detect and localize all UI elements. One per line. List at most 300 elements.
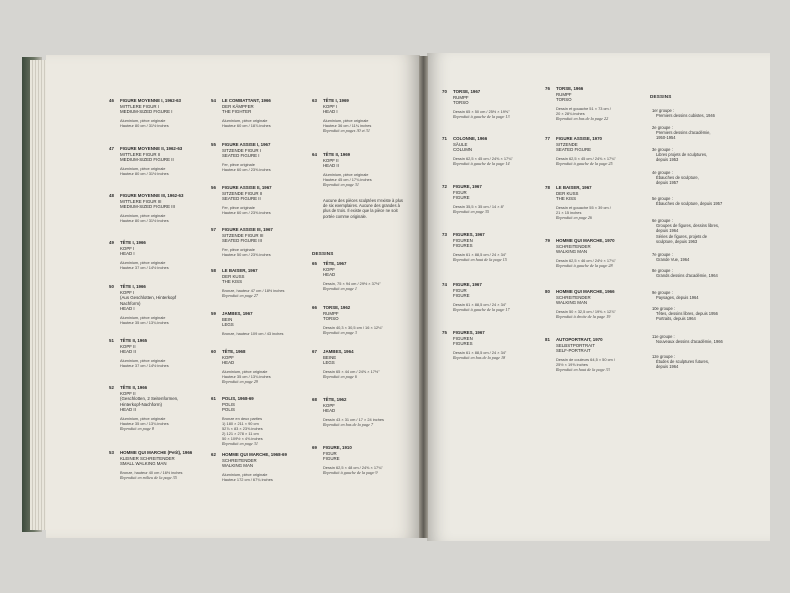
entry-number: 78 — [545, 185, 550, 190]
entry-detail: Dessin 65 × 50 cm / 25½ × 19⅝" — [453, 108, 510, 114]
entry-reproduction-note: Reproduit en haut de la page 15 — [453, 256, 507, 262]
entry-title-line: FIGUREN — [453, 237, 473, 243]
entry-title-line: BEINE — [323, 354, 337, 360]
entry-title-line: HEAD — [323, 272, 336, 278]
entry-number: 50 — [109, 284, 114, 289]
entry-title-line: FIGURE, 1967 — [453, 282, 482, 287]
entry-detail: Hauteur 80 cm / 31½ inches — [120, 217, 169, 223]
entry-number: 60 — [211, 349, 216, 354]
entry-detail: Bronze, hauteur 109 cm / 43 inches — [222, 330, 284, 336]
drawing-group-text: Grande Vue, 1964 — [656, 257, 690, 263]
entry-title-line: TORSO — [556, 97, 572, 103]
drawing-group-text: Grands dessins d'académie, 1964 — [656, 273, 718, 279]
entry-title-line: MITTLERE FIGUR II — [120, 151, 161, 157]
entry-title-line: FIGURE MOYENNE I, 1962-63 — [120, 98, 181, 103]
entry-title-line: SITZENDE FIGUR I — [222, 147, 262, 153]
entry-title-line: KOPF II — [120, 343, 136, 349]
entry-title-line: FIGURES, 1967 — [453, 232, 485, 237]
entry-title-line: LE COMBATTANT, 1966 — [222, 98, 271, 103]
entry-title-line: THE FIGHTER — [222, 109, 252, 115]
entry-detail: Hauteur 50 cm / 23⅝ inches — [222, 251, 271, 257]
catalogue-entry — [211, 98, 271, 128]
catalogue-entry — [545, 289, 616, 319]
entry-title-line: THE KISS — [556, 196, 577, 202]
entry-reproduction-note: Reproduit en bas de la page 22 — [556, 115, 609, 121]
catalogue-entry — [211, 349, 271, 384]
entry-reproduction-note: Reproduit en page 6 — [323, 373, 357, 379]
entry-title-line: TÊTE II, 1966 — [120, 385, 148, 390]
entry-title-line: Hinterkopf-Nachform) — [120, 401, 162, 407]
drawing-group-label: 3e groupe : — [652, 147, 673, 152]
entry-reproduction-note: Reproduit à droite de la page 19 — [556, 313, 611, 319]
entry-title-line: SITZENDE — [556, 141, 578, 147]
entry-detail: Dessin de couleurs 64,5 × 50 cm / — [556, 356, 615, 362]
entry-title-line: HEAD — [323, 408, 336, 414]
entry-number: 71 — [442, 136, 447, 141]
entry-detail: 21 × 15 inches — [556, 209, 582, 215]
catalogue-entry — [312, 445, 383, 475]
entry-title-line: SCHREITENDER — [222, 457, 257, 463]
entry-title-line: LE BAISER, 1967 — [222, 268, 258, 273]
entry-title-line: MEDIUM-SIZED FIGURE I — [120, 109, 173, 115]
entry-title-line: FIGURE, 1910 — [323, 445, 352, 450]
catalogue-entry — [211, 185, 272, 215]
catalogue-entry — [545, 136, 616, 166]
entry-title-line: SEATED FIGURE I — [222, 153, 260, 159]
entry-detail: Bronze, hauteur 40 cm / 16½ inches — [120, 469, 183, 475]
drawing-group — [652, 354, 709, 370]
drawing-group-label: 10e groupe : — [652, 306, 675, 311]
entry-reproduction-note: Reproduit en pages 30 et 31 — [323, 127, 370, 133]
entry-title-line: HOMME QUI MARCHE (Petit), 1966 — [120, 450, 193, 455]
entry-detail: Dessin et gouache 51 × 73 cm / — [556, 105, 611, 111]
entry-title-line: TORSE, 1967 — [453, 89, 481, 94]
entry-title-line: KLEINER SCHREITENDER — [120, 455, 175, 461]
entry-number: 51 — [109, 338, 114, 343]
entry-title-line: KOPF I — [120, 245, 135, 251]
entry-detail: Aluminium, pièce originale — [120, 117, 166, 123]
entry-title-line: BEIN — [222, 316, 233, 322]
entry-title-line: HEAD II — [323, 163, 339, 169]
entry-reproduction-note: Reproduit en page 31 — [323, 181, 360, 187]
entry-number: 74 — [442, 282, 447, 287]
entry-reproduction-note: Reproduit en bas de la page 7 — [323, 421, 374, 427]
drawing-group — [652, 108, 715, 118]
entry-number: 79 — [545, 238, 550, 243]
drawing-group-text: Séries de figures, projets de — [656, 233, 707, 239]
entry-title-line: POLIS, 1968-69 — [222, 396, 254, 401]
entry-number: 55 — [211, 142, 216, 147]
entry-detail: Hauteur 35 cm / 13¾ inches — [120, 319, 169, 325]
entry-detail: Aluminium, pièce originale — [222, 368, 268, 374]
catalogue-entry — [312, 152, 372, 187]
entry-number: 54 — [211, 98, 216, 103]
entry-title-line: FIGURE ASSISE I, 1967 — [222, 142, 271, 147]
entry-title-line: TÊTE, 1968 — [222, 349, 246, 354]
entry-detail: Aluminium, pièce originale — [323, 117, 369, 123]
entry-reproduction-note: Reproduit à gauche de la page 13 — [453, 113, 510, 119]
entry-title-line: MITTLERE FIGUR III — [120, 198, 162, 204]
entry-number: 64 — [312, 152, 317, 157]
entry-detail: Aluminium, pièce originale — [120, 259, 166, 265]
entry-detail: Dessin 40,3 × 30,5 cm / 16 × 12⅛" — [323, 324, 383, 330]
entry-title-line: TÊTE I, 1966 — [120, 284, 146, 289]
catalogue-entry — [109, 98, 181, 128]
drawing-group — [652, 170, 699, 186]
entry-number: 58 — [211, 268, 216, 273]
catalogue-entry — [211, 268, 285, 298]
entry-number: 77 — [545, 136, 550, 141]
entry-title-line: WALKING MAN — [222, 463, 254, 469]
catalogue-entry — [312, 305, 383, 335]
entry-reproduction-note: Reproduit en page 27 — [222, 292, 259, 298]
entry-reproduction-note: Reproduit à gauche de la page 9 — [323, 469, 378, 475]
entry-number: 61 — [211, 396, 216, 401]
entry-reproduction-note: Reproduit à gauche de la page 28 — [556, 262, 613, 268]
entry-number: 57 — [211, 227, 216, 232]
entry-number: 76 — [545, 86, 550, 91]
entry-reproduction-note: Reproduit en bas de la page 18 — [453, 354, 506, 360]
drawing-group-text: Premiers dessins d'académie, — [656, 130, 711, 136]
entry-detail: Aluminium, pièce originale — [120, 314, 166, 320]
entry-number: 68 — [312, 397, 317, 402]
drawing-group — [652, 290, 699, 300]
catalogue-entry — [109, 385, 179, 432]
entry-title-line: SEATED FIGURE — [556, 147, 592, 153]
entry-detail: Hauteur 60 cm / 23⅝ inches — [222, 209, 271, 215]
entry-detail: Dessin et gouache 55 × 39 cm / — [556, 204, 611, 210]
entry-detail: Fer, pièce originale — [222, 204, 255, 210]
entry-detail: Hauteur 80 cm / 31½ inches — [120, 170, 169, 176]
entry-title-line: SITZENDE FIGUR III — [222, 232, 264, 238]
entry-title-line: KOPF — [323, 402, 335, 408]
drawing-group-text: sculpture, depuis 1963 — [656, 238, 698, 244]
catalogue-entry — [211, 452, 287, 482]
catalogue-entry — [312, 98, 372, 133]
drawing-group — [652, 268, 718, 278]
entry-detail: Aluminium, pièce originale — [222, 471, 268, 477]
drawing-group — [652, 125, 710, 141]
drawing-group-text: Ébauches de sculpture, depuis 1957 — [656, 201, 723, 207]
drawing-group — [652, 196, 722, 206]
drawing-group-text: depuis 1964 — [656, 228, 679, 234]
entry-title-line: TÊTE, 1962 — [323, 397, 347, 402]
entry-title-line: FIGURES — [453, 341, 473, 347]
entry-reproduction-note: Reproduit à gauche de la page 25 — [556, 160, 613, 166]
catalogue-entry — [545, 337, 615, 372]
entry-detail: Hauteur 37 cm / 14½ inches — [120, 362, 169, 368]
catalogue-entry — [109, 146, 183, 176]
drawing-group-label: 4e groupe : — [652, 170, 673, 175]
catalogue-entry — [312, 397, 384, 427]
entry-number: 65 — [312, 261, 317, 266]
entry-title-line: KOPF — [323, 266, 335, 272]
catalogue-entry — [442, 136, 513, 166]
entry-reproduction-note: Reproduit en page 29 — [222, 378, 259, 384]
entry-reproduction-note: Reproduit en page 35 — [453, 208, 490, 214]
entry-title-line: SITZENDE FIGUR II — [222, 190, 263, 196]
entry-detail: Dessin, 75 × 94 cm / 29½ × 37½" — [323, 280, 381, 286]
entry-title-line: JAMBES, 1964 — [323, 349, 354, 354]
entry-title-line: (Aus Geschlotten, Hinterkopf — [120, 295, 177, 301]
entry-title-line: WALKING MAN — [556, 249, 588, 255]
entry-title-line: FIGUR — [453, 189, 467, 195]
entry-title-line: DER KUSS — [222, 273, 245, 279]
entry-title-line: SCHREITENDER — [556, 294, 591, 300]
entry-title-line: SCHREITENDER — [556, 243, 591, 249]
drawing-group-text: Libres projets de sculptures, — [656, 152, 708, 158]
entry-title-line: KOPF I — [323, 103, 338, 109]
entry-title-line: KOPF — [222, 354, 234, 360]
book-gutter — [419, 56, 428, 538]
entry-number: 66 — [312, 305, 317, 310]
entry-title-line: SÄULE — [453, 141, 468, 147]
entry-title-line: TÊTE I, 1969 — [323, 98, 349, 103]
entry-detail: Dessin 35,5 × 35 cm / 14 × 8" — [453, 203, 505, 209]
drawing-group-label: 11e groupe : — [652, 334, 675, 339]
entry-number: 70 — [442, 89, 447, 94]
entry-title-line: FIGURE — [323, 456, 340, 462]
entry-detail: Hauteur 37 cm / 14½ inches — [120, 264, 169, 270]
catalogue-entry — [545, 185, 611, 220]
entry-detail: Hauteur 36 cm / 11¾ inches — [323, 122, 372, 128]
drawing-group — [652, 147, 707, 163]
entry-title-line: FIGUR — [453, 287, 467, 293]
drawing-group — [652, 252, 689, 262]
entry-title-line: DER KÄMPFER — [222, 103, 254, 109]
entry-title-line: HEAD I — [120, 251, 135, 257]
drawing-group-text: Études de sculptures futures, — [656, 359, 710, 365]
entry-title-line: TORSO — [323, 316, 339, 322]
entry-detail: Dessin 61 × 88,5 cm / 24 × 34" — [453, 251, 507, 257]
entry-number: 67 — [312, 349, 317, 354]
entry-title-line: TÊTE I, 1966 — [120, 240, 146, 245]
entry-detail: Aluminium, pièce originale — [120, 212, 166, 218]
entry-reproduction-note: Reproduit en page 8 — [120, 425, 154, 431]
drawing-group — [652, 334, 723, 344]
drawing-group-text: Ébauches de sculpture, — [656, 175, 699, 181]
entry-title-line: FIGURE ASSISE, 1970 — [556, 136, 602, 141]
catalogue-entry — [109, 240, 169, 270]
entry-reproduction-note: Reproduit à gauche de la page 14 — [453, 160, 510, 166]
entry-title-line: (Geschlotten, 2 Seitenformen, — [120, 396, 179, 402]
entry-title-line: FIGURE MOYENNE II, 1962-63 — [120, 146, 183, 151]
entry-title-line: DER KUSS — [556, 190, 579, 196]
drawing-group — [652, 218, 719, 244]
entry-title-line: JAMBES, 1967 — [222, 311, 253, 316]
entry-number: 47 — [109, 146, 114, 151]
entry-detail: Hauteur 45 cm / 17¾ inches — [323, 176, 372, 182]
entry-detail: Hauteur 35 cm / 13¾ inches — [120, 420, 169, 426]
entry-detail: Aluminium, pièce originale — [120, 357, 166, 363]
entry-title-line: WALKING MAN — [556, 300, 588, 306]
entry-detail: Dessin 62,5 × 45 cm / 24⅝ × 17¾" — [556, 155, 616, 161]
entry-title-line: AUTOPORTRAIT, 1970 — [556, 337, 603, 342]
drawing-group-text: depuis 1957 — [656, 180, 679, 186]
entry-title-line: FIGURE — [453, 293, 470, 299]
entry-title-line: TÊTE II, 1965 — [120, 338, 148, 343]
entry-title-line: POLIS — [222, 401, 235, 407]
drawing-group-label: 5e groupe : — [652, 196, 673, 201]
entry-title-line: SEATED FIGURE II — [222, 196, 261, 202]
entry-title-line: FIGURES, 1967 — [453, 330, 485, 335]
entry-detail: Dessin 62,5 × 46 cm / 24½ × 17¾" — [556, 257, 616, 263]
entry-detail: Aluminium, pièce originale — [323, 171, 369, 177]
drawing-group-text: depuis 1953 — [656, 157, 679, 163]
entry-title-line: FIGUREN — [453, 335, 473, 341]
catalogue-entry — [545, 86, 611, 121]
drawing-group-label: 7e groupe : — [652, 252, 673, 257]
sculpture-edition-note: Aucune des pièces sculptées n'existe à plus de six exemplaires. Aucune des grandes à plus de trois. Il existe que la pièce ne soit portée comme originale. — [323, 198, 403, 219]
catalogue-entry — [312, 261, 381, 291]
entry-title-line: FIGURES — [453, 243, 473, 249]
entry-title-line: SELBSTPORTRAIT — [556, 342, 595, 348]
entry-detail: Fer, pièce originale — [222, 161, 255, 167]
catalogue-entry — [442, 89, 510, 119]
dessins-heading: DESSINS — [312, 251, 334, 256]
drawing-group-text: Nouveaux dessins d'académie, 1966 — [656, 339, 723, 345]
entry-title-line: FIGURE — [453, 195, 470, 201]
entry-title-line: MEDIUM-SIZED FIGURE II — [120, 157, 174, 163]
entry-title-line: TÊTE II, 1969 — [323, 152, 351, 157]
entry-detail: 50 × 109½ × 4⅜ inches — [222, 435, 263, 441]
drawing-group-text: Groupes de figures, dessins libres, — [656, 223, 720, 229]
entry-number: 49 — [109, 240, 114, 245]
entry-number: 62 — [211, 452, 216, 457]
entry-title-line: TORSO — [453, 100, 469, 106]
drawing-group-label: 9e groupe : — [652, 290, 673, 295]
drawing-group-text: depuis 1964 — [656, 364, 679, 370]
entry-title-line: SELF-PORTRAIT — [556, 348, 591, 354]
entry-title-line: KOPF II — [120, 390, 136, 396]
dessins-heading: DESSINS — [650, 94, 672, 99]
entry-title-line: HEAD I — [120, 306, 135, 312]
entry-detail: Hauteur 35 cm / 13¾ inches — [222, 373, 271, 379]
entry-detail: Hauteur 60 cm / 23⅝ inches — [222, 166, 271, 172]
entry-detail: Dessin 62,5 × 48 cm / 24⅝ × 17¾" — [323, 464, 383, 470]
entry-title-line: KOPF I — [120, 289, 135, 295]
entry-detail: Dessin 65 × 44 cm / 24⅝ × 17½" — [323, 368, 380, 374]
drawing-group — [652, 306, 718, 322]
entry-title-line: HOMME QUI MARCHE, 1966 — [556, 289, 615, 294]
entry-reproduction-note: Reproduit en page 1 — [323, 285, 357, 291]
entry-number: 63 — [312, 98, 317, 103]
entry-title-line: MITTLERE FIGUR I — [120, 103, 160, 109]
entry-title-line: TORSE, 1966 — [556, 86, 584, 91]
entry-number: 69 — [312, 445, 317, 450]
drawing-group-label: 1er groupe : — [652, 108, 675, 113]
drawing-group-text: 1950-1954 — [656, 135, 676, 141]
catalogue-entry — [109, 284, 177, 325]
entry-title-line: HEAD — [222, 360, 235, 366]
entry-title-line: Nachform) — [120, 300, 141, 306]
entry-title-line: FIGUR — [323, 450, 337, 456]
entry-detail: Dessin 61 × 88,5 cm / 24 × 34" — [453, 301, 507, 307]
entry-reproduction-note: Reproduit en page 3 — [323, 329, 357, 335]
entry-title-line: TÊTE, 1967 — [323, 261, 347, 266]
entry-title-line: POLIS — [222, 407, 235, 413]
entry-title-line: HEAD II — [120, 349, 136, 355]
entry-number: 73 — [442, 232, 447, 237]
entry-number: 59 — [211, 311, 216, 316]
entry-title-line: FIGURE MOYENNE III, 1962-63 — [120, 193, 184, 198]
drawing-group-label: 12e groupe : — [652, 354, 675, 359]
catalogue-entry — [211, 142, 271, 172]
entry-title-line: FIGURE ASSISE II, 1967 — [222, 185, 272, 190]
entry-title-line: HEAD I — [323, 109, 338, 115]
entry-detail: 1) 180 × 211 × 90 cm — [222, 420, 259, 426]
entry-detail: Aluminium, pièce originale — [120, 415, 166, 421]
entry-title-line: LEGS — [323, 360, 335, 366]
catalogue-entry — [109, 338, 169, 368]
entry-number: 53 — [109, 450, 114, 455]
entry-number: 56 — [211, 185, 216, 190]
entry-number: 81 — [545, 337, 550, 342]
catalogue-entry — [442, 232, 507, 262]
entry-number: 46 — [109, 98, 114, 103]
entry-title-line: HEAD II — [120, 407, 136, 413]
entry-title-line: TORSE, 1962 — [323, 305, 351, 310]
entry-number: 72 — [442, 184, 447, 189]
entry-detail: 52⅞ × 83 × 23⅝ inches — [222, 425, 263, 431]
catalogue-entry — [442, 330, 507, 360]
catalogue-entry — [312, 349, 380, 379]
entry-number: 48 — [109, 193, 114, 198]
entry-title-line: RUMPF — [323, 310, 339, 316]
entry-title-line: SEATED FIGURE III — [222, 238, 262, 244]
entry-detail: Dessin 61 × 88,5 cm / 24 × 34" — [453, 349, 507, 355]
entry-title-line: KOPF II — [323, 157, 339, 163]
entry-title-line: RUMPF — [453, 94, 469, 100]
entry-number: 52 — [109, 385, 114, 390]
entry-detail: Aluminium, pièce originale — [120, 165, 166, 171]
catalogue-entry — [211, 311, 284, 336]
drawing-group-label: 6e groupe : — [652, 218, 673, 223]
entry-detail: Bronze en deux parties — [222, 415, 263, 421]
entry-title-line: SMALL WALKING MAN — [120, 461, 167, 467]
entry-reproduction-note: Reproduit à gauche de la page 17 — [453, 306, 510, 312]
entry-title-line: FIGURE, 1967 — [453, 184, 482, 189]
catalogue-entry — [109, 193, 184, 223]
catalogue-entry — [211, 227, 273, 257]
entry-detail: Bronze, hauteur 47 cm / 18½ inches — [222, 287, 285, 293]
entry-detail: Hauteur 172 cm / 67¾ inches — [222, 476, 273, 482]
entry-title-line: HOMME QUI MARCHE, 1968-69 — [222, 452, 287, 457]
entry-title-line: COLONNE, 1966 — [453, 136, 488, 141]
entry-reproduction-note: Reproduit en haut de la page 33 — [556, 366, 610, 372]
entry-detail: Dessin 50 × 32,5 cm / 19⅝ × 12⅞" — [556, 308, 616, 314]
catalogue-entry — [109, 450, 193, 480]
entry-title-line: COLUMN — [453, 147, 473, 153]
catalogue-entry — [211, 396, 263, 446]
drawing-group-text: Premiers dessins cubistes, 1946 — [656, 113, 715, 119]
entry-reproduction-note: Reproduit en page 26 — [556, 214, 593, 220]
entry-reproduction-note: Reproduit en page 31 — [222, 440, 259, 446]
entry-detail: 20 × 28¾ inches — [556, 110, 585, 116]
catalogue-entry — [442, 184, 505, 214]
entry-title-line: FIGURE ASSISE III, 1967 — [222, 227, 273, 232]
entry-detail: Dessin 43 × 31 cm / 17 × 24 inches — [323, 416, 384, 422]
catalogue-entry — [442, 282, 510, 312]
drawing-group-text: Paysages, depuis 1964 — [656, 295, 699, 301]
drawing-group-text: Portraits, depuis 1964 — [656, 316, 696, 322]
entry-number: 80 — [545, 289, 550, 294]
entry-detail: 2) 121 × 278 × 11 cm — [222, 430, 259, 436]
entry-number: 75 — [442, 330, 447, 335]
drawing-group-text: Têtes, dessins libres, depuis 1956 — [656, 311, 718, 317]
drawing-group-label: 2e groupe : — [652, 125, 673, 130]
entry-title-line: LEGS — [222, 322, 234, 328]
